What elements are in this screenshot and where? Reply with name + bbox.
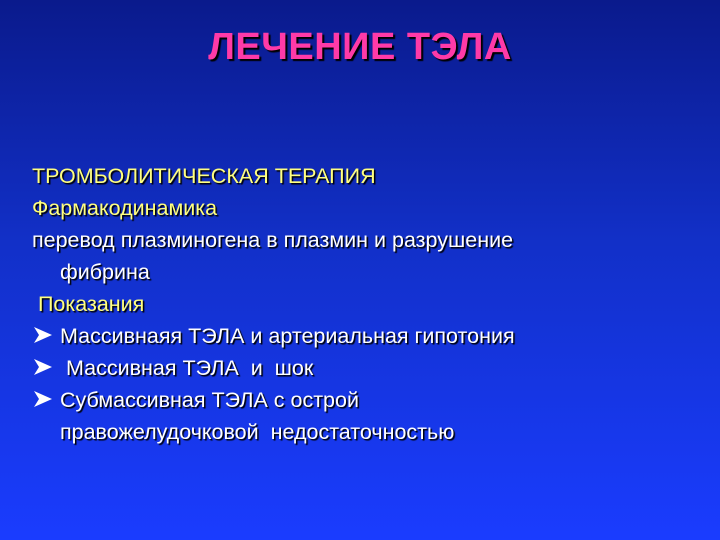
slide-content <box>32 160 692 448</box>
mechanism-text-line-2: фибрина <box>60 260 150 284</box>
arrowhead-bullet-icon <box>33 390 53 408</box>
slide-title: ЛЕЧЕНИЕ ТЭЛА <box>208 26 512 68</box>
indication-item <box>32 352 692 384</box>
arrowhead-bullet-icon <box>33 358 53 376</box>
indications-label: Показания <box>32 292 145 316</box>
pharmacodynamics-label: Фармакодинамика <box>32 196 218 220</box>
indication-item <box>32 384 692 448</box>
arrowhead-bullet-icon <box>33 326 53 344</box>
mechanism-text-line-1: перевод плазминогена в плазмин и разрушение <box>32 228 514 252</box>
indication-text-line-2: правожелудочковой недостаточностью <box>60 420 455 444</box>
indication-text: Массивная ТЭЛА и шок <box>60 356 314 380</box>
therapy-heading: ТРОМБОЛИТИЧЕСКАЯ ТЕРАПИЯ <box>32 164 376 188</box>
indication-text-line-1: Субмассивная ТЭЛА с острой <box>60 388 359 412</box>
indication-text: Массивнаяя ТЭЛА и артериальная гипотония <box>60 324 515 348</box>
indication-item <box>32 320 692 352</box>
